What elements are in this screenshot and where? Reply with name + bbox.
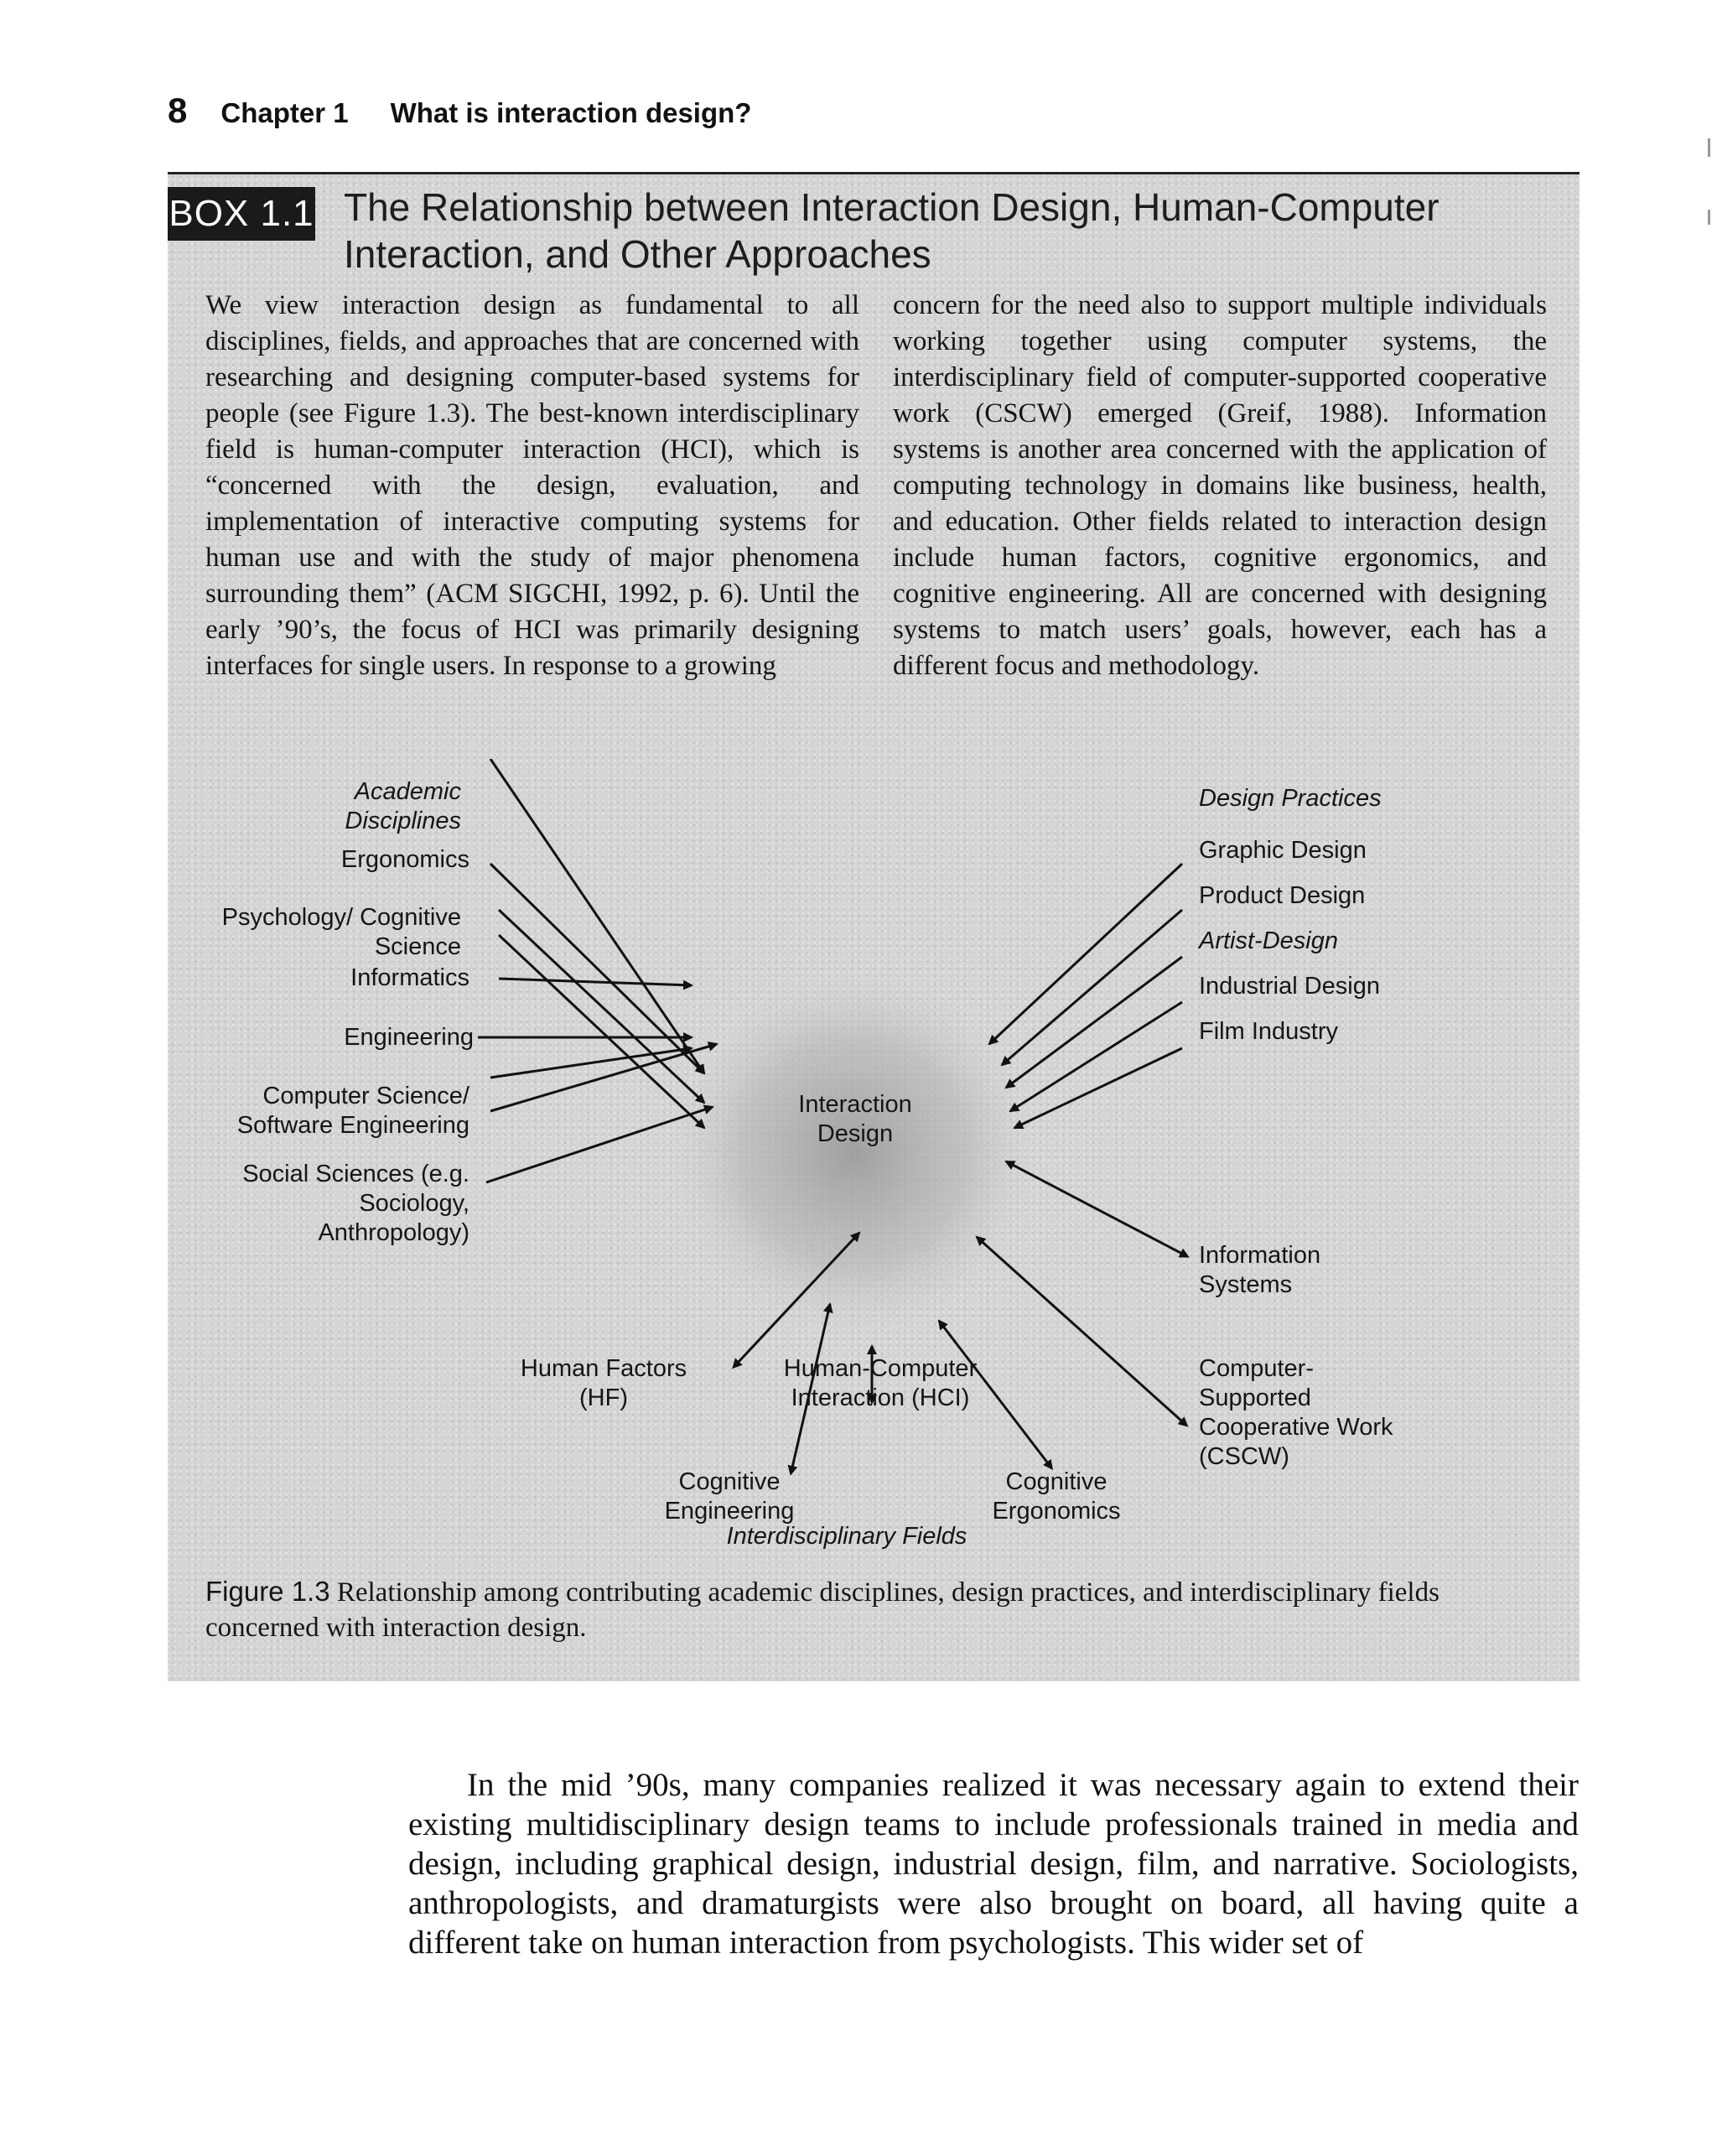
arrow-graphic-design — [989, 864, 1182, 1044]
running-header — [168, 91, 751, 132]
arrow-artist-design — [1006, 957, 1182, 1088]
box-left-column: We view interaction design as fundamental to all disciplines, fields, and approaches that are concerned with researching and designing computer-based systems for people (see Figure 1.3). The best-known interdisciplinary field is human-computer interaction (HCI), which is “concerned with the design, evaluation, and implementation of interactive computing systems for human use and with the study of major phenomena surrounding them” (ACM SIGCHI, 1992, p. 6). Until the early ’90’s, the focus of HCI was primarily designing interfaces for single users. In response to a growing — [205, 290, 859, 681]
academic-item-engineering: Engineering — [344, 1024, 474, 1051]
margin-mark — [1708, 138, 1710, 157]
arrow-psychology — [499, 910, 704, 1103]
design-item-industrial: Industrial Design — [1199, 973, 1380, 1000]
box-label: BOX 1.1 — [168, 187, 315, 241]
center-halo — [665, 964, 1042, 1342]
field-human-factors: Human Factors (HF) — [520, 1355, 687, 1411]
arrow-ergonomics — [490, 864, 704, 1073]
box-title: The Relationship between Interaction Design, Human-Computer Interaction, and Other Approaches — [344, 185, 1439, 276]
fields-heading: Interdisciplinary Fields — [726, 1523, 967, 1550]
arrow-film-industry — [1014, 1048, 1182, 1128]
box-1-1 — [168, 172, 1580, 1681]
field-cognitive-engineering: Cognitive Engineering — [664, 1468, 795, 1525]
arrow-industrial-design — [1010, 1002, 1182, 1111]
box-right-column: concern for the need also to support multiple individuals working together using computer systems, the interdisciplinary field of computer-supported cooperative work (CSCW) emerged (Greif, 1988). Information systems is another area concerned with the application of computing technology in domains like business, health, and education. Other fields related to interaction design include human factors, cognitive ergonomics, and cognitive engineering. All are concerned with designing systems to match users’ goals, however, each has a different focus and methodology. — [893, 290, 1547, 681]
academic-item-informatics: Informatics — [350, 964, 469, 991]
box-rule — [168, 172, 1580, 174]
arrow-cscw — [977, 1237, 1182, 1421]
figure-caption — [205, 1574, 1547, 1645]
design-item-artist: Artist-Design — [1199, 927, 1338, 954]
body-text — [408, 1765, 1579, 1962]
figure-label: Figure 1.3 — [205, 1576, 330, 1607]
center-label: Interaction Design — [798, 1091, 912, 1147]
field-cscw: Computer-Supported Cooperative Work (CSCW) — [1199, 1355, 1393, 1470]
arrow-product-design — [1002, 910, 1182, 1065]
margin-mark — [1708, 210, 1710, 225]
figure-diagram — [168, 759, 1580, 1556]
academic-item-social-sciences: Social Sciences (e.g. Sociology, Anthropology) — [242, 1161, 469, 1246]
academic-item-psychology: Psychology/ Cognitive Science — [221, 904, 461, 960]
academic-item-computer-science: Computer Science/ Software Engineering — [236, 1083, 469, 1139]
chapter-title: What is interaction design? — [390, 97, 752, 128]
field-information-systems: Information Systems — [1199, 1242, 1321, 1298]
page-number: 8 — [168, 91, 188, 130]
field-hci: Human-Computer Interaction (HCI) — [783, 1355, 978, 1411]
design-heading: Design Practices — [1199, 785, 1382, 812]
design-item-product: Product Design — [1199, 882, 1366, 909]
academic-item-ergonomics: Ergonomics — [340, 846, 469, 873]
figure-caption-text: Relationship among contributing academic disciplines, design practices, and interdisciplinary fields concerned with interaction design. — [205, 1577, 1439, 1643]
body-paragraph: In the mid ’90s, many companies realized it was necessary again to extend their existing multidisciplinary design teams to include professionals trained in media and design, including graphical design, industrial design, film, and narrative. Sociologists, anthropologists, and dramaturgists were also brought on board, all having quite a different take on human interaction from psychologists. This wider set of — [408, 1767, 1579, 1961]
chapter-label: Chapter 1 — [220, 97, 349, 128]
field-cognitive-ergonomics: Cognitive Ergonomics — [992, 1468, 1121, 1525]
design-item-film: Film Industry — [1199, 1018, 1338, 1045]
arrow-informatics — [499, 979, 692, 985]
design-item-graphic: Graphic Design — [1199, 837, 1367, 864]
academic-heading: Academic Disciplines — [345, 778, 461, 834]
